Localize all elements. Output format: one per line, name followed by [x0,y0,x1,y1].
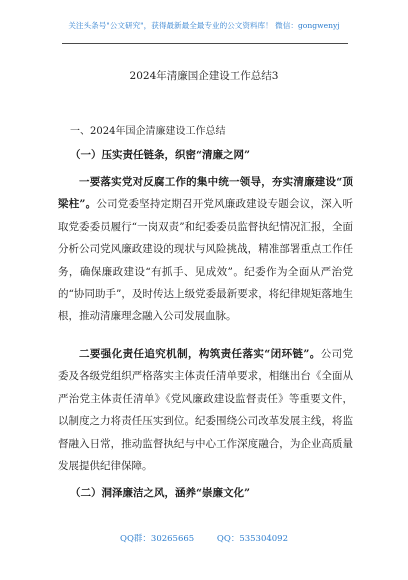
paragraph-2 [58,343,353,477]
section-heading-1: 一、2024年国企清廉建设工作总结 [70,126,226,137]
footer-qq-group: QQ群：30265665 [119,534,195,544]
footer-qq: QQ：535304092 [216,534,288,544]
page-header-banner: 关注头条号"公文研究"，获得最新最全最专业的公文资料库！ 微信：gongwenyj [68,21,340,30]
paragraph-2-lead: 二要强化责任追究机制，构筑责任落实“闭环链”。 [79,348,321,360]
paragraph-2-body: 公司党委及各级党组织严格落实主体责任清单要求，相继出台《全面从严治党主体责任清单》《党风廉政建设监督责任》等重要文件，以制度之力将责任压实到位。纪委围绕公司改革发展主线，将监督融入日常，推动监督执纪与中心工作深度融合，为企业高质量发展提供纪律保障。 [58,348,353,473]
header-divider [62,43,348,44]
page-footer [0,532,408,544]
paragraph-1 [58,171,353,328]
document-title: 2024年清廉国企建设工作总结3 [129,70,279,82]
subsection-heading-1: （一）压实责任链条，织密“清廉之网” [70,149,251,161]
subsection-heading-2: （二）洞泽廉洁之风，涵养“崇廉文化” [70,487,251,499]
paragraph-1-lead: 一要落实党对反腐工作的集中统一领导，夯实清廉建设“顶梁柱”。 [58,176,353,211]
paragraph-1-body: 公司党委坚持定期召开党风廉政建设专题会议，深入听取党委委员履行“一岗双责”和纪委委员监督执纪情况汇报，全面分析公司党风廉政建设的现状与风险挑战，精准部署重点工作任务，确保廉政建设“有抓手、见成效”。纪委作为全面从严治党的“协同助手”，及时传达上级党委最新要求，将纪律规矩落地生根，推动清廉理念融入公司发展血脉。 [58,198,354,323]
